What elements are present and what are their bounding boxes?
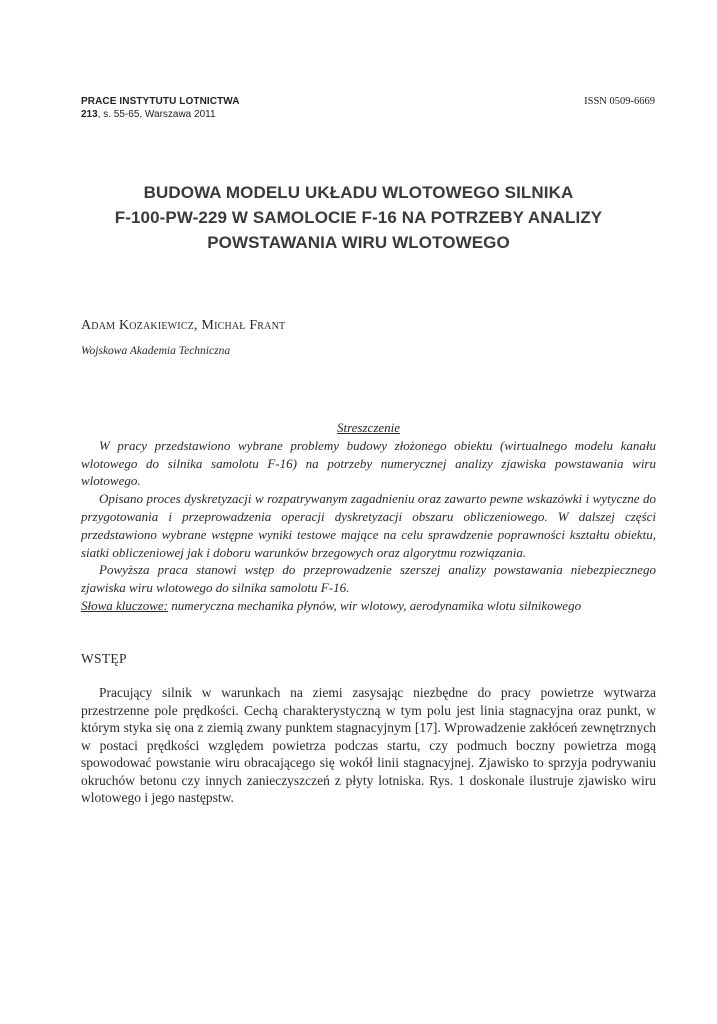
section-heading: WSTĘP: [81, 651, 127, 666]
abstract-paragraph-2: Opisano proces dyskretyzacji w rozpatrywanym zagadnieniu oraz zawarto pewne wskazówki i wytyczne do przygotowania i przeprowadzenia operacji dyskretyzacji obszaru obliczeniowego. W dalszej części przedstawiono wybrane wstępne wyniki testowe mające na celu sprawdzenie poprawności kształtu obiektu, siatki obliczeniowej jak i doboru warunków brzegowych oraz algorytmu rozwiązania.: [81, 491, 656, 560]
paper-title: [60, 180, 657, 255]
volume-info: [81, 108, 240, 121]
volume-number: 213: [81, 109, 98, 120]
title-line-1: BUDOWA MODELU UKŁADU WLOTOWEGO SILNIKA: [143, 183, 574, 202]
abstract-paragraph-1: W pracy przedstawiono wybrane problemy budowy złożonego obiektu (wirtualnego modelu kanału wlotowego do silnika samolotu F-16) na potrzeby numerycznej analizy zjawiska powstawania wiru wlotowego.: [81, 437, 656, 489]
keywords: [81, 597, 656, 615]
pages-place-year: , s. 55-65, Warszawa 2011: [97, 109, 216, 120]
authors: Adam Kozakiewicz, Michał Frant: [81, 318, 286, 333]
abstract: [81, 419, 656, 615]
body-text: [81, 684, 656, 807]
keywords-label: Słowa kluczowe:: [81, 597, 169, 613]
title-line-2: F-100-PW-229 W SAMOLOCIE F-16 NA POTRZEBY ANALIZY: [114, 208, 603, 227]
keywords-list: numeryczna mechanika płynów, wir wlotowy, aerodynamika wlotu silnikowego: [168, 597, 582, 613]
journal-name: PRACE INSTYTUTU LOTNICTWA: [81, 96, 240, 107]
abstract-heading: Streszczenie: [336, 420, 401, 435]
issn: ISSN 0509-6669: [584, 96, 655, 107]
abstract-paragraph-3: Powyższa praca stanowi wstęp do przeprowadzenie szerszej analizy powstawania niebezpiecznego zjawiska wiru wlotowego do silnika samolotu F-16.: [81, 562, 656, 596]
body-paragraph-1: Pracujący silnik w warunkach na ziemi zasysając niezbędne do pracy powietrze wytwarza przestrzenne pole prędkości. Cechą charakterystyczną w tym polu jest linia stagnacyjna oraz punkt, w którym styka się ona z ziemią zwany punktem stagnacyjnym [17]. Wprowadzenie zakłóceń zewnętrznych w postaci prędkości względem powietrza podczas startu, czy podmuch boczny powietrza mogą spowodować powstanie wiru obracającego się wokół linii stagnacyjnej. Zjawisko to sprzyja podrywaniu okruchów betonu czy innych zanieczyszczeń z płyty lotniska. Rys. 1 doskonale ilustruje zjawisko wiru wlotowego i jego następstw.: [81, 685, 656, 805]
affiliation: Wojskowa Akademia Techniczna: [81, 345, 231, 357]
title-line-3: POWSTAWANIA WIRU WLOTOWEGO: [207, 233, 510, 252]
journal-header: [81, 95, 240, 121]
